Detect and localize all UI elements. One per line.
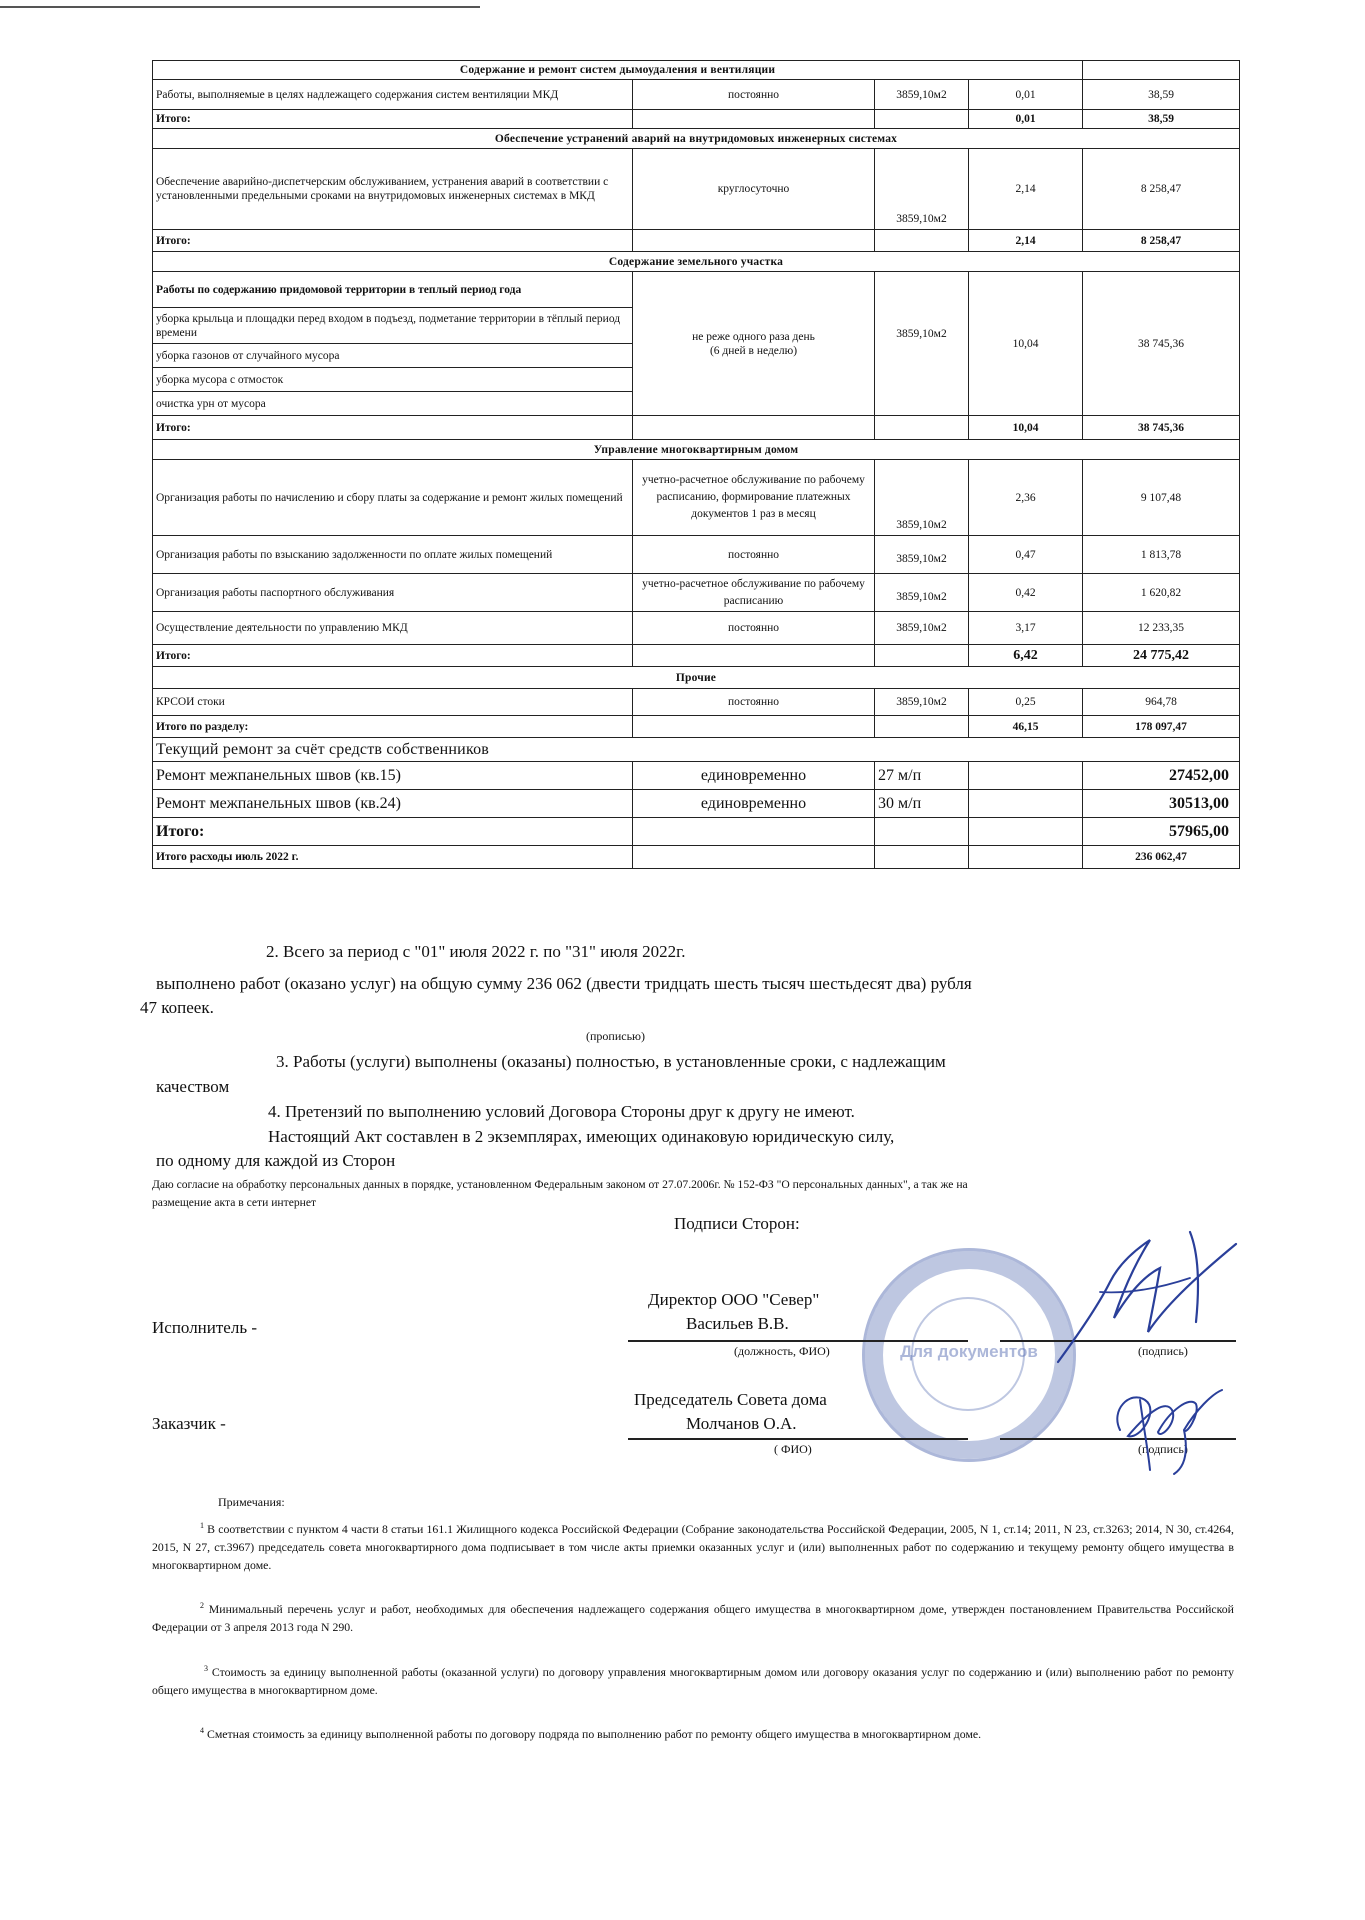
propisyu-caption: (прописью) — [586, 1029, 646, 1043]
work-period: учетно-расчетное обслуживание по рабочему расписанию, формирование платежных документов 1 раз в месяц — [633, 460, 875, 536]
section-header-row — [153, 738, 1240, 762]
table-row — [153, 460, 1240, 536]
work-period: круглосуточно — [633, 149, 875, 230]
scan-edge-line — [0, 6, 480, 8]
subtotal-rate: 2,14 — [969, 230, 1083, 252]
table-row — [153, 762, 1240, 790]
work-period: единовременно — [633, 790, 875, 818]
subtotal-row — [153, 416, 1240, 440]
stamp-text: Для документов — [900, 1342, 1038, 1361]
work-quantity: 3859,10м2 — [875, 689, 969, 716]
executor-label: Исполнитель - — [152, 1318, 257, 1337]
work-name: Организация работы паспортного обслуживания — [153, 574, 633, 612]
executor-position: Директор ООО "Север" — [648, 1290, 820, 1309]
section-title: Обеспечение устранений аварий на внутридомовых инженерных системах — [153, 129, 1240, 149]
table-row — [153, 272, 1240, 308]
executor-name-line — [628, 1340, 968, 1342]
subtotal-label: Итого: — [153, 416, 633, 440]
section-total-sum: 178 097,47 — [1083, 716, 1240, 738]
note-4-text: Сметная стоимость за единицу выполненной работы по договору подряда по выполнению работ по ремонту общего имущества в многоквартирном доме. — [206, 1726, 982, 1741]
paragraph-4: 4. Претензий по выполнению условий Договора Стороны друг к другу не имеют. — [268, 1102, 855, 1121]
work-name: уборка газонов от случайного мусора — [153, 344, 633, 368]
table-row — [153, 689, 1240, 716]
work-quantity: 3859,10м2 — [875, 80, 969, 110]
work-period: постоянно — [633, 689, 875, 716]
work-sum: 27452,00 — [1083, 762, 1240, 790]
section-title: Содержание и ремонт систем дымоудаления и вентиляции — [153, 61, 1083, 80]
work-rate: 0,01 — [969, 80, 1083, 110]
executor-caption: (должность, ФИО) — [734, 1344, 830, 1358]
work-name: уборка крыльца и площадки перед входом в подъезд, подметание территории в тёплый период времени — [153, 308, 633, 344]
paragraph-3: 3. Работы (услуги) выполнены (оказаны) полностью, в установленные сроки, с надлежащим — [276, 1052, 946, 1071]
work-sum: 964,78 — [1083, 689, 1240, 716]
work-period: постоянно — [633, 612, 875, 645]
paragraph-3-end: качеством — [156, 1077, 230, 1096]
executor-sign-caption: (подпись) — [1138, 1344, 1188, 1358]
work-name: уборка мусора с отмосток — [153, 368, 633, 392]
section-total-label: Итого по разделу: — [153, 716, 633, 738]
subtotal-rate: 0,01 — [969, 110, 1083, 129]
note-3 — [152, 1660, 1234, 1699]
work-quantity: 3859,10м2 — [875, 272, 969, 416]
subtotal-sum: 57965,00 — [1083, 818, 1240, 846]
customer-name: Молчанов О.А. — [686, 1414, 797, 1433]
work-period: постоянно — [633, 536, 875, 574]
note-3-text: Стоимость за единицу выполненной работы (оказанной услуги) по договору управления многоквартирным домом или договору оказания услуг по содержанию и (или) выполнению работ по ремонту общего имущества в многоквартирном доме. — [152, 1664, 1234, 1697]
work-sum: 8 258,47 — [1083, 149, 1240, 230]
work-rate: 0,47 — [969, 536, 1083, 574]
work-name: Организация работы по начислению и сбору платы за содержание и ремонт жилых помещений — [153, 460, 633, 536]
table-row — [153, 790, 1240, 818]
subtotal-sum: 38 745,36 — [1083, 416, 1240, 440]
work-rate: 10,04 — [969, 272, 1083, 416]
work-sum: 1 813,78 — [1083, 536, 1240, 574]
subtotal-label: Итого: — [153, 110, 633, 129]
services-table — [152, 60, 1240, 869]
note-2 — [152, 1597, 1234, 1636]
period-line: не реже одного раза день — [692, 330, 815, 343]
consent-text-end: размещение акта в сети интернет — [152, 1196, 317, 1209]
notes-title: Примечания: — [218, 1495, 285, 1509]
note-4 — [152, 1722, 1234, 1743]
work-quantity: 30 м/п — [875, 790, 969, 818]
work-sum: 12 233,35 — [1083, 612, 1240, 645]
work-name: Ремонт межпанельных швов (кв.15) — [153, 762, 633, 790]
executor-name: Васильев В.В. — [686, 1314, 789, 1333]
section-title: Прочие — [153, 667, 1240, 689]
work-name: очистка урн от мусора — [153, 392, 633, 416]
work-sum: 30513,00 — [1083, 790, 1240, 818]
note-1-text: В соответствии с пунктом 4 части 8 статьи 161.1 Жилищного кодекса Российской Федерации (Собрание законодательства Российской Федерации, 2005, N 1, ст.14; 2011, N 23, ст.3263; 2014, N 30, ст.4264, 2015, N 27, ст.3967) председатель совета многоквартирного дома подписывает в том числе акты приемки оказанных услуг и (или) выполненных работ по содержанию и текущему ремонту общего имущества в многоквартирном доме. — [152, 1521, 1234, 1572]
section-header-row — [153, 667, 1240, 689]
section-title: Содержание земельного участка — [153, 252, 1240, 272]
work-name: Ремонт межпанельных швов (кв.24) — [153, 790, 633, 818]
work-quantity: 3859,10м2 — [875, 612, 969, 645]
work-period: постоянно — [633, 80, 875, 110]
subtotal-row — [153, 230, 1240, 252]
signatures-title: Подписи Сторон: — [674, 1214, 800, 1233]
subtotal-label: Итого: — [153, 645, 633, 667]
work-quantity: 3859,10м2 — [875, 460, 969, 536]
customer-caption: ( ФИО) — [774, 1442, 812, 1456]
subtotal-sum: 8 258,47 — [1083, 230, 1240, 252]
section-total-row — [153, 716, 1240, 738]
section-title: Управление многоквартирным домом — [153, 440, 1240, 460]
work-quantity: 3859,10м2 — [875, 574, 969, 612]
note-3-mark: 3 — [204, 1664, 208, 1673]
work-name: Обеспечение аварийно-диспетчерским обслуживанием, устранения аварий в соответствии с установленными предельными сроками на внутридомовых инженерных системах в МКД — [153, 149, 633, 230]
work-name: Работы, выполняемые в целях надлежащего содержания систем вентиляции МКД — [153, 80, 633, 110]
consent-text: Даю согласие на обработку персональных данных в порядке, установленном Федеральным законом от 27.07.2006г. № 152-ФЗ "О персональных данных", а так же на — [152, 1178, 968, 1191]
subtotal-rate: 6,42 — [969, 645, 1083, 667]
grand-total-sum: 236 062,47 — [1083, 846, 1240, 869]
section-header-row — [153, 61, 1240, 80]
subtotal-sum: 38,59 — [1083, 110, 1240, 129]
period-line: (6 дней в неделю) — [709, 344, 798, 357]
subtotal-row — [153, 110, 1240, 129]
work-rate: 3,17 — [969, 612, 1083, 645]
executor-signature-image — [1040, 1222, 1260, 1372]
note-1 — [152, 1517, 1234, 1574]
work-rate: 0,25 — [969, 689, 1083, 716]
work-rate: 0,42 — [969, 574, 1083, 612]
grand-total-row — [153, 846, 1240, 869]
total-sum-text: выполнено работ (оказано услуг) на общую сумму 236 062 (двести тридцать шесть тысяч шестьдесят два) рубля — [156, 974, 972, 993]
work-name: КРСОИ стоки — [153, 689, 633, 716]
table-row — [153, 536, 1240, 574]
subtotal-row — [153, 818, 1240, 846]
grand-total-label: Итого расходы июль 2022 г. — [153, 846, 633, 869]
note-4-mark: 4 — [200, 1726, 204, 1735]
subtotal-sum: 24 775,42 — [1083, 645, 1240, 667]
note-2-mark: 2 — [200, 1601, 204, 1610]
work-period — [633, 272, 875, 416]
section-header-row — [153, 129, 1240, 149]
subtotal-rate: 10,04 — [969, 416, 1083, 440]
work-rate: 2,14 — [969, 149, 1083, 230]
paragraph-2: 2. Всего за период с "01" июля 2022 г. по "31" июля 2022г. — [266, 942, 686, 961]
work-quantity: 27 м/п — [875, 762, 969, 790]
work-name: Организация работы по взысканию задолженности по оплате жилых помещений — [153, 536, 633, 574]
work-sum: 1 620,82 — [1083, 574, 1240, 612]
customer-position: Председатель Совета дома — [634, 1390, 827, 1409]
work-rate: 2,36 — [969, 460, 1083, 536]
customer-label: Заказчик - — [152, 1414, 226, 1433]
paragraph-5-end: по одному для каждой из Сторон — [156, 1151, 396, 1170]
work-sum: 38 745,36 — [1083, 272, 1240, 416]
section-total-rate: 46,15 — [969, 716, 1083, 738]
note-2-text: Минимальный перечень услуг и работ, необходимых для обеспечения надлежащего содержания общего имущества в многоквартирном доме, утвержден постановлением Правительства Российской Федерации от 3 апреля 2013 года N 290. — [152, 1601, 1234, 1634]
section-header-row — [153, 252, 1240, 272]
work-period: единовременно — [633, 762, 875, 790]
work-period: учетно-расчетное обслуживание по рабочему расписанию — [633, 574, 875, 612]
work-sum: 9 107,48 — [1083, 460, 1240, 536]
section-header-row — [153, 440, 1240, 460]
work-name: Осуществление деятельности по управлению МКД — [153, 612, 633, 645]
subtotal-label: Итого: — [153, 230, 633, 252]
customer-sign-caption: (подпись) — [1138, 1442, 1188, 1456]
work-sum: 38,59 — [1083, 80, 1240, 110]
note-1-mark: 1 — [200, 1521, 204, 1530]
subtotal-row — [153, 645, 1240, 667]
work-group-title: Работы по содержанию придомовой территории в теплый период года — [153, 272, 633, 308]
total-sum-text-end: 47 копеек. — [140, 998, 214, 1017]
table-row — [153, 612, 1240, 645]
work-quantity: 3859,10м2 — [875, 149, 969, 230]
section-title: Текущий ремонт за счёт средств собственников — [153, 738, 1240, 762]
table-row — [153, 80, 1240, 110]
table-row — [153, 574, 1240, 612]
customer-name-line — [628, 1438, 968, 1440]
table-row — [153, 149, 1240, 230]
paragraph-5: Настоящий Акт составлен в 2 экземплярах, имеющих одинаковую юридическую силу, — [268, 1127, 895, 1146]
work-quantity: 3859,10м2 — [875, 536, 969, 574]
subtotal-label: Итого: — [153, 818, 633, 846]
customer-signature-image — [1100, 1370, 1240, 1480]
